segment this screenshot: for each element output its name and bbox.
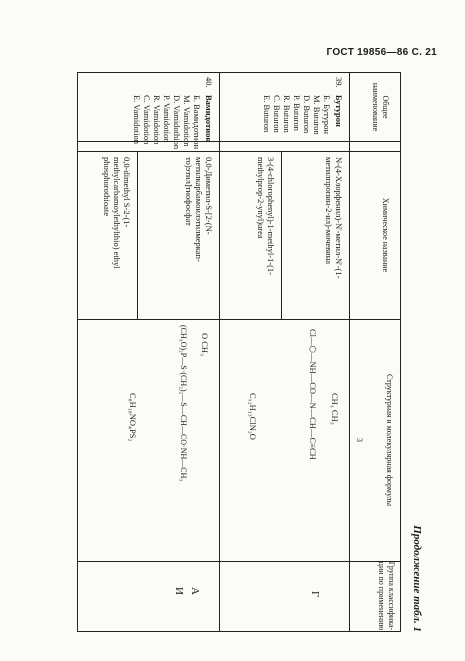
header-structure: Структурная и молекулярная формулы [385, 374, 394, 506]
row1-chem-ru: N-(4-Хлорфенил)-N'-метил-N'-(1-метилпропин-2-ил)-мочевина [324, 157, 344, 279]
row2-formula-top: O CH₃ [200, 333, 210, 357]
header-chemical-name: Химическое название [381, 197, 390, 273]
row2-chem-ru: 0,0-Диметил-S-[2-(N-метилкарбамоилэтилмеркап-то)этил]тиофосфат [184, 157, 214, 262]
row2-group-i: И [173, 587, 185, 595]
row1-name: Бутурон [334, 95, 344, 127]
header-group: Группа классифика- ции по применению [377, 561, 396, 631]
row1-formula-mol: C₁₂H₁₃ClN₂O [248, 393, 258, 440]
row2-formula-struct: (CH₃O)₂P—S·(CH₂)₂—S—CH—CO·NH—CH₃ [179, 325, 188, 482]
row2-langs: Б. Вамидотион М. Vamidotion D. Vamidothion P. Vamidotion R. Vamidotion C. Vamidotion E. Vamidotion [132, 95, 202, 150]
row1-group: Г [309, 591, 321, 598]
header-structure-num: 3 [355, 438, 364, 442]
row2-formula-mol: C₈H₁₈NO₄PS₂ [128, 393, 138, 442]
header-common-name: Общее наименование [371, 82, 390, 132]
rotated-table-page [73, 72, 423, 632]
data-table [77, 72, 401, 632]
row1-formula-top: CH₃ CH₃ [330, 393, 340, 425]
row2-group-a: А [189, 587, 201, 595]
row2-number: 40. [204, 77, 214, 88]
row1-number: 39. [334, 77, 344, 88]
table-caption: Продолжение табл. 1 [411, 525, 423, 632]
page-header: ГОСТ 19856—86 С. 21 [326, 47, 437, 58]
row2-chem-en: 0,0-dimethyl S-2-(1-methylcarbamoylethylthio) ethyl phosphorothioate [102, 157, 132, 269]
row2-name: Вамидотион [204, 95, 214, 143]
row1-langs: Б. Бутурон М. Buturon D. Buturon P. Buturon R. Buturon C. Buturon E. Buturon [262, 95, 332, 135]
row1-formula-struct: Cl—⬡—NH—CO—N—CH—C≡CH [308, 329, 318, 460]
row1-chem-en: 3-(4-chlorophenyl)-1-methyl-1-(1-methylprop-2-ynyl)urea [256, 157, 276, 276]
